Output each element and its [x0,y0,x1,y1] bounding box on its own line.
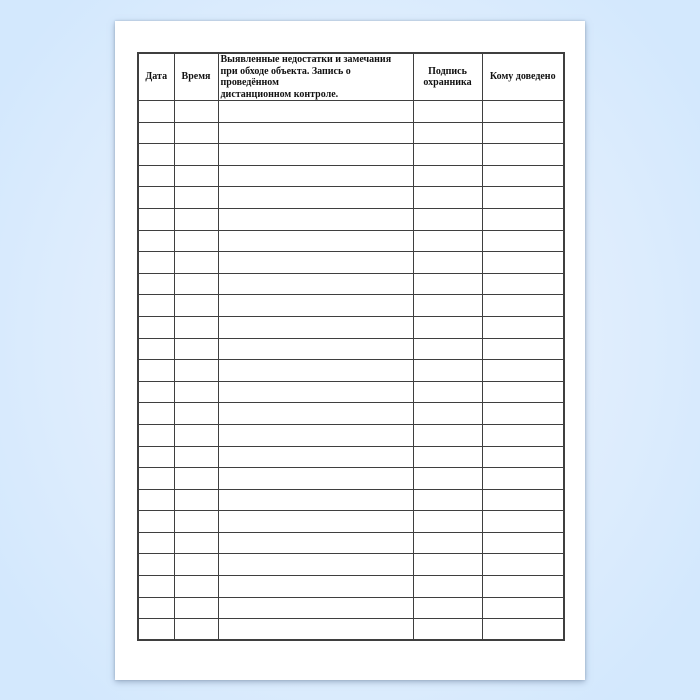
table-cell [482,295,564,317]
table-cell [138,532,174,554]
table-row [138,424,564,446]
table-cell [218,511,413,533]
table-cell [413,252,482,274]
table-cell [174,532,218,554]
table-cell [218,360,413,382]
table-cell [413,468,482,490]
table-cell [138,446,174,468]
table-cell [218,424,413,446]
table-cell [482,165,564,187]
table-cell [413,316,482,338]
table-cell [413,360,482,382]
table-cell [218,446,413,468]
col-header-date: Дата [138,53,174,101]
table-row [138,295,564,317]
table-cell [413,424,482,446]
table-row [138,252,564,274]
table-cell [174,101,218,123]
table-cell [138,316,174,338]
table-cell [174,165,218,187]
table-cell [482,511,564,533]
table-cell [413,576,482,598]
table-row [138,489,564,511]
table-cell [413,338,482,360]
table-cell [218,403,413,425]
table-cell [174,230,218,252]
table-cell [413,187,482,209]
table-cell [138,424,174,446]
table-cell [482,230,564,252]
table-cell [413,597,482,619]
table-row [138,338,564,360]
table-cell [482,316,564,338]
table-cell [138,511,174,533]
table-cell [174,316,218,338]
table-cell [413,295,482,317]
table-row [138,532,564,554]
col-header-remarks-line3: дистанционном контроле. [220,88,339,100]
table-cell [413,619,482,641]
col-header-remarks-line2: при обходе объекта. Запись о проведённом [220,65,351,88]
table-header-row [138,53,564,101]
table-cell [174,360,218,382]
table-cell [218,532,413,554]
table-cell [413,273,482,295]
table-row [138,619,564,641]
table-cell [138,144,174,166]
col-header-remarks [218,53,413,101]
table-cell [482,122,564,144]
table-cell [413,489,482,511]
table-cell [482,101,564,123]
table-cell [218,273,413,295]
table-row [138,597,564,619]
table-cell [413,403,482,425]
table-cell [174,468,218,490]
table-cell [218,597,413,619]
table-cell [174,187,218,209]
table-cell [482,381,564,403]
table-cell [218,122,413,144]
table-row [138,576,564,598]
table-cell [174,338,218,360]
table-cell [482,446,564,468]
table-row [138,208,564,230]
table-cell [174,295,218,317]
table-cell [413,101,482,123]
table-row [138,468,564,490]
table-cell [138,122,174,144]
table-cell [482,424,564,446]
table-cell [218,208,413,230]
table-cell [482,208,564,230]
table-row [138,381,564,403]
table-cell [138,360,174,382]
table-row [138,165,564,187]
table-cell [138,489,174,511]
col-header-time: Время [174,53,218,101]
table-cell [482,252,564,274]
table-cell [218,468,413,490]
table-cell [174,597,218,619]
table-row [138,273,564,295]
table-cell [218,295,413,317]
table-cell [482,360,564,382]
table-cell [482,489,564,511]
table-cell [413,381,482,403]
table-cell [138,187,174,209]
table-cell [174,511,218,533]
table-cell [174,122,218,144]
table-cell [138,554,174,576]
table-cell [218,554,413,576]
table-cell [413,532,482,554]
table-cell [218,619,413,641]
table-row [138,446,564,468]
table-row [138,403,564,425]
table-cell [482,554,564,576]
col-header-communicated-to: Кому доведено [482,53,564,101]
table-cell [138,468,174,490]
table-cell [174,208,218,230]
table-cell [138,338,174,360]
table-cell [218,576,413,598]
table-cell [413,230,482,252]
table-cell [482,338,564,360]
table-cell [413,511,482,533]
table-cell [218,316,413,338]
table-cell [218,338,413,360]
table-body [138,101,564,641]
table-cell [138,273,174,295]
table-cell [174,381,218,403]
table-cell [218,165,413,187]
table-cell [413,144,482,166]
table-cell [138,619,174,641]
table-cell [482,532,564,554]
table-cell [174,619,218,641]
table-cell [413,446,482,468]
table-cell [138,101,174,123]
table-cell [138,295,174,317]
table-row [138,230,564,252]
table-cell [174,403,218,425]
table-row [138,360,564,382]
table-cell [482,468,564,490]
table-cell [218,187,413,209]
table-cell [174,446,218,468]
table-row [138,101,564,123]
table-cell [218,144,413,166]
table-cell [482,403,564,425]
table-cell [138,381,174,403]
table-cell [482,144,564,166]
table-cell [218,230,413,252]
table-cell [413,165,482,187]
table-cell [413,208,482,230]
table-row [138,511,564,533]
table-cell [482,619,564,641]
table-cell [138,576,174,598]
table-row [138,187,564,209]
table-cell [174,554,218,576]
table-cell [138,165,174,187]
table-cell [138,208,174,230]
table-cell [138,597,174,619]
table-cell [174,273,218,295]
table-cell [138,403,174,425]
col-header-remarks-line1: Выявленные недостатки и замечания [220,54,392,65]
table-cell [174,576,218,598]
table-row [138,122,564,144]
table-cell [218,489,413,511]
table-row [138,554,564,576]
col-header-guard-signature: Подпись охранника [413,53,482,101]
table-cell [218,381,413,403]
table-cell [138,252,174,274]
table-cell [482,576,564,598]
table-cell [482,187,564,209]
table-cell [218,101,413,123]
inspection-log-table [137,52,565,641]
table-cell [174,144,218,166]
table-cell [413,554,482,576]
table-cell [482,597,564,619]
table-cell [413,122,482,144]
table-cell [482,273,564,295]
table-cell [174,424,218,446]
table-cell [174,252,218,274]
document-page [115,21,585,680]
table-row [138,316,564,338]
table-cell [138,230,174,252]
table-cell [174,489,218,511]
table-row [138,144,564,166]
table-cell [218,252,413,274]
